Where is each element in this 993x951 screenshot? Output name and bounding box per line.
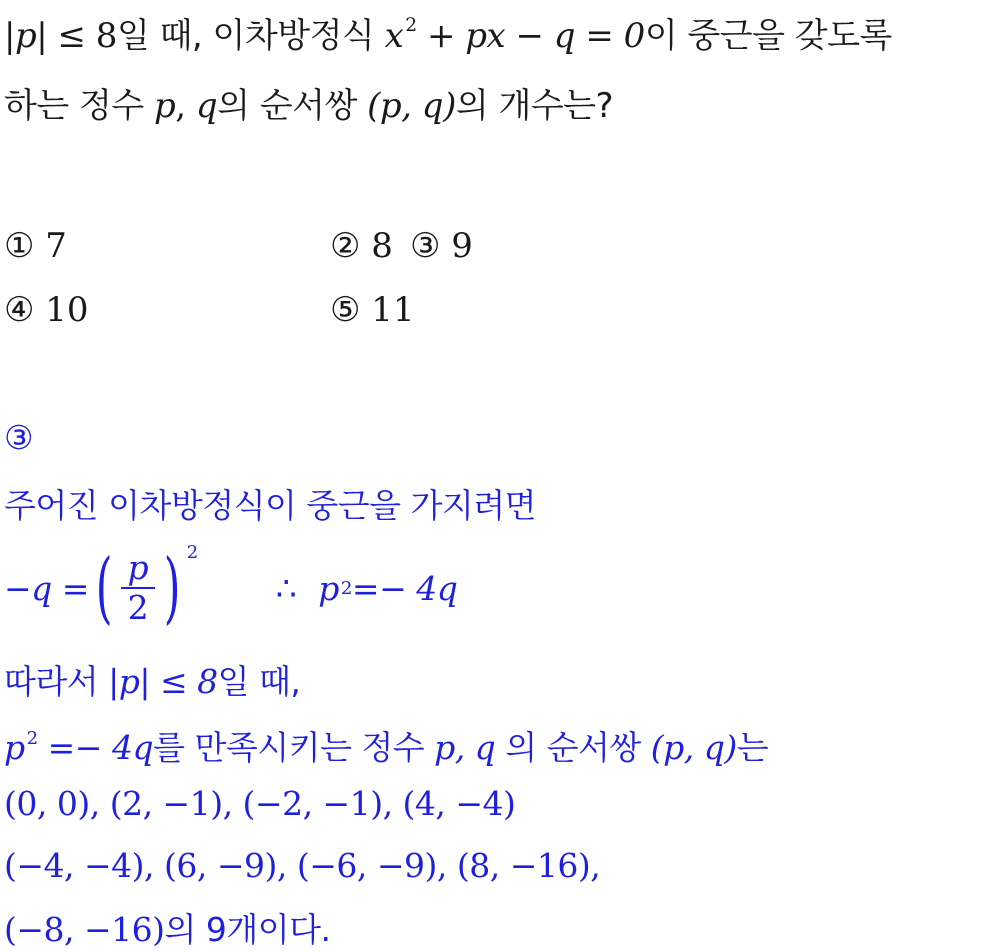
choice-1[interactable] [4,226,67,266]
paren-fraction [89,543,187,633]
line4-p: p [4,728,25,767]
choice-4-value: 10 [45,290,89,330]
line4-text-3: 는 [736,728,769,767]
question-text-4: 의 순서쌍 [217,86,368,126]
choice-4-mark: ④ [4,290,35,330]
comma: , [175,86,196,126]
outer-exponent: 2 [186,542,198,563]
choice-3[interactable] [410,226,473,266]
choice-2-value: 8 [371,226,393,266]
fraction [121,549,155,627]
fraction-denominator: 2 [127,588,149,627]
equation-rest: + px − q = 0 [416,16,645,56]
pairs-line-3 [4,904,331,951]
question-text-1: 일 때, 이차방정식 [116,16,385,56]
exponent-2: 2 [405,15,417,37]
question-line-2 [4,78,613,127]
solution-line-1: 주어진 이차방정식이 중근을 가지려면 [4,486,537,525]
line3-text-1: 따라서 [4,662,109,701]
solution-equation [4,538,457,638]
var-p: p [154,86,176,126]
choice-4[interactable] [4,290,89,330]
choice-5[interactable] [330,290,415,330]
var-q: q [195,86,218,126]
choice-3-value: 9 [451,226,473,266]
eq-lhs: −q = [4,568,89,608]
line3-text-2: 일 때, [217,662,301,701]
choice-5-mark: ⑤ [330,290,361,330]
line4-eq: =− 4q [37,728,154,767]
pairs-line-3-math: (−8, −16) [4,910,165,949]
right-paren: ) [163,543,181,633]
choice-5-value: 11 [371,290,415,330]
choice-3-mark: ③ [410,226,441,266]
abs-condition: |p| ≤ 8 [108,662,218,701]
choice-2-mark: ② [330,226,361,266]
line4-text-1: 를 만족시키는 정수 [153,728,435,767]
therefore-symbol: ∴ [275,568,297,608]
choice-1-value: 7 [45,226,67,266]
pairs-line-2: (−4, −4), (6, −9), (−6, −9), (8, −16), [4,846,601,885]
eq-p-exponent: 2 [340,577,352,599]
question-text-3: 하는 정수 [4,86,154,126]
eq-p: p [318,568,339,608]
line4-pq: p, q [434,728,496,767]
solution-line-3 [4,656,300,703]
answer-mark: ③ [4,418,34,457]
pairs-line-3-text: 의 9개이다. [164,910,331,949]
line4-exponent: 2 [26,727,38,749]
var-x: x [384,16,404,56]
left-paren: ( [95,543,113,633]
eq-rhs: =− 4q [351,568,458,608]
question-text-2: 이 중근을 갖도록 [644,16,892,56]
question-line-1 [4,8,892,57]
abs-p: |p| [4,16,48,56]
choice-2[interactable] [330,226,393,266]
choice-1-mark: ① [4,226,35,266]
line4-pair: (p, q) [650,728,737,767]
pairs-line-1: (0, 0), (2, −1), (−2, −1), (4, −4) [4,784,516,823]
ordered-pair: (p, q) [367,86,456,126]
fraction-numerator: p [127,548,149,588]
line4-text-2: 의 순서쌍 [495,728,651,767]
solution-line-4 [4,722,768,769]
le-8: ≤ 8 [47,16,117,56]
question-text-5: 의 개수는? [455,86,614,126]
